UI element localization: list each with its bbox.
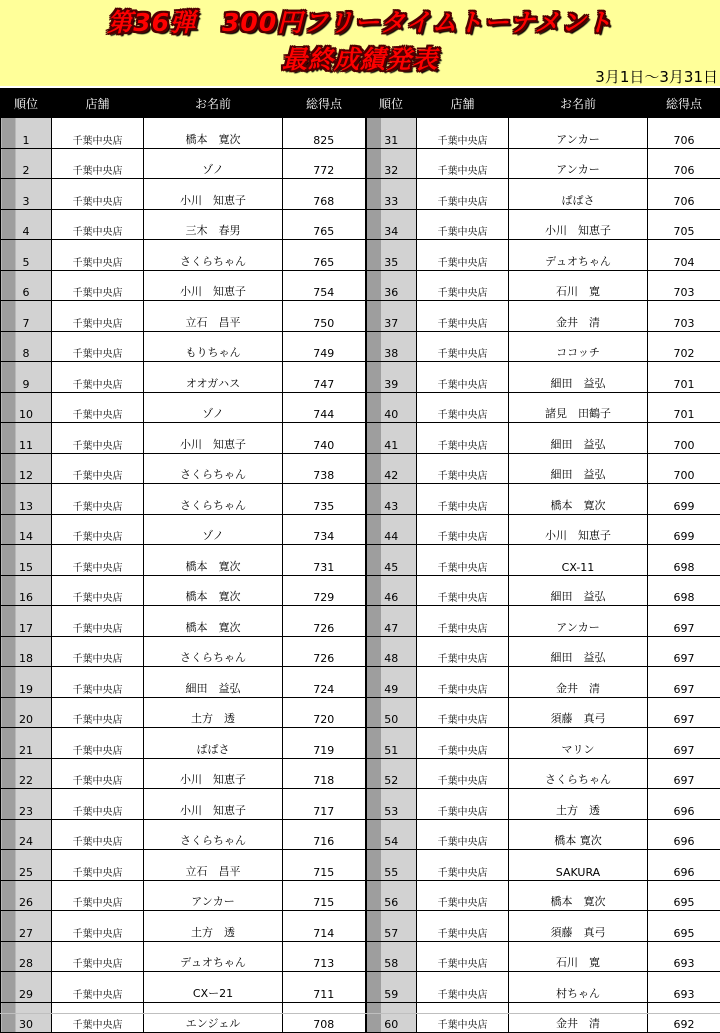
table-header-row <box>1 89 720 118</box>
table-row <box>1 179 720 210</box>
score-cell: 693 <box>648 972 720 1003</box>
rank-cell: 23 <box>1 789 52 820</box>
score-cell: 698 <box>648 575 720 606</box>
rank-cell: 6 <box>1 270 52 301</box>
rank-cell: 59 <box>366 972 417 1003</box>
name-cell: 小川 知恵子 <box>144 179 283 210</box>
rank-cell: 11 <box>1 423 52 454</box>
title-banner <box>0 0 720 86</box>
score-cell: 705 <box>648 209 720 240</box>
table-row <box>1 514 720 545</box>
rank-cell: 44 <box>366 514 417 545</box>
store-cell: 千葉中央店 <box>52 636 144 667</box>
store-cell: 千葉中央店 <box>52 850 144 881</box>
name-cell: オオガハス <box>144 362 283 393</box>
table-row <box>1 148 720 179</box>
store-cell: 千葉中央店 <box>52 240 144 271</box>
table-row <box>1 545 720 576</box>
name-cell: 橋本 寛次 <box>144 118 283 149</box>
score-cell: 735 <box>283 484 366 515</box>
name-cell: 諸見 田鶴子 <box>509 392 648 423</box>
rank-cell: 16 <box>1 575 52 606</box>
name-cell: 橋本 寛次 <box>509 819 648 850</box>
header-score-right: 総得点 <box>648 89 720 118</box>
name-cell: 細田 益弘 <box>509 575 648 606</box>
sheet-bottom-edge <box>0 1013 720 1025</box>
header-score: 総得点 <box>283 89 366 118</box>
table-row <box>1 331 720 362</box>
table-row <box>1 636 720 667</box>
score-cell: 713 <box>283 941 366 972</box>
score-cell: 754 <box>283 270 366 301</box>
score-cell: 706 <box>648 118 720 149</box>
name-cell: ゾノ <box>144 148 283 179</box>
score-cell: 747 <box>283 362 366 393</box>
rank-cell: 29 <box>1 972 52 1003</box>
rank-cell: 48 <box>366 636 417 667</box>
date-range: 3月1日～3月31日 <box>595 66 718 87</box>
store-cell: 千葉中央店 <box>417 545 509 576</box>
name-cell: 土方 透 <box>509 789 648 820</box>
table-row <box>1 575 720 606</box>
store-cell: 千葉中央店 <box>417 301 509 332</box>
rank-cell: 51 <box>366 728 417 759</box>
table-row <box>1 880 720 911</box>
rank-cell: 31 <box>366 118 417 149</box>
header-store: 店舗 <box>52 89 144 118</box>
score-cell: 697 <box>648 636 720 667</box>
page-subtitle: 最終成績発表 <box>0 45 720 75</box>
rank-cell: 47 <box>366 606 417 637</box>
table-row <box>1 392 720 423</box>
score-cell: 696 <box>648 819 720 850</box>
store-cell: 千葉中央店 <box>417 819 509 850</box>
score-cell: 738 <box>283 453 366 484</box>
rank-cell: 49 <box>366 667 417 698</box>
store-cell: 千葉中央店 <box>417 636 509 667</box>
store-cell: 千葉中央店 <box>417 850 509 881</box>
store-cell: 千葉中央店 <box>417 911 509 942</box>
name-cell: ぱぱさ <box>144 728 283 759</box>
store-cell: 千葉中央店 <box>52 880 144 911</box>
store-cell: 千葉中央店 <box>417 118 509 149</box>
store-cell: 千葉中央店 <box>52 301 144 332</box>
rank-cell: 42 <box>366 453 417 484</box>
name-cell: デュオちゃん <box>144 941 283 972</box>
score-cell: 729 <box>283 575 366 606</box>
rank-cell: 55 <box>366 850 417 881</box>
name-cell: 小川 知恵子 <box>144 758 283 789</box>
rank-cell: 60 <box>366 1002 417 1033</box>
name-cell: 細田 益弘 <box>509 453 648 484</box>
store-cell: 千葉中央店 <box>417 209 509 240</box>
store-cell: 千葉中央店 <box>52 606 144 637</box>
score-cell: 706 <box>648 148 720 179</box>
table-row <box>1 118 720 149</box>
name-cell: さくらちゃん <box>144 240 283 271</box>
store-cell: 千葉中央店 <box>52 148 144 179</box>
name-cell: 小川 知恵子 <box>144 789 283 820</box>
table-row <box>1 697 720 728</box>
store-cell: 千葉中央店 <box>52 179 144 210</box>
score-cell: 711 <box>283 972 366 1003</box>
name-cell: アンカー <box>509 606 648 637</box>
table-row <box>1 789 720 820</box>
score-cell: 701 <box>648 362 720 393</box>
score-cell: 718 <box>283 758 366 789</box>
header-store-right: 店舗 <box>417 89 509 118</box>
rank-cell: 10 <box>1 392 52 423</box>
score-cell: 716 <box>283 819 366 850</box>
table-row <box>1 758 720 789</box>
store-cell: 千葉中央店 <box>417 392 509 423</box>
score-cell: 734 <box>283 514 366 545</box>
store-cell: 千葉中央店 <box>417 484 509 515</box>
rank-cell: 41 <box>366 423 417 454</box>
store-cell: 千葉中央店 <box>52 514 144 545</box>
score-cell: 697 <box>648 728 720 759</box>
name-cell: ココッチ <box>509 331 648 362</box>
rank-cell: 58 <box>366 941 417 972</box>
rank-cell: 14 <box>1 514 52 545</box>
store-cell: 千葉中央店 <box>52 728 144 759</box>
rank-cell: 37 <box>366 301 417 332</box>
store-cell: 千葉中央店 <box>417 270 509 301</box>
name-cell: 細田 益弘 <box>509 636 648 667</box>
name-cell: エンジェル <box>144 1002 283 1033</box>
table-row <box>1 728 720 759</box>
store-cell: 千葉中央店 <box>52 392 144 423</box>
store-cell: 千葉中央店 <box>417 423 509 454</box>
rank-cell: 27 <box>1 911 52 942</box>
score-cell: 701 <box>648 392 720 423</box>
score-cell: 695 <box>648 880 720 911</box>
rank-cell: 9 <box>1 362 52 393</box>
score-cell: 703 <box>648 270 720 301</box>
name-cell: 小川 知恵子 <box>509 209 648 240</box>
score-cell: 699 <box>648 484 720 515</box>
store-cell: 千葉中央店 <box>417 789 509 820</box>
table-row <box>1 819 720 850</box>
table-row <box>1 972 720 1003</box>
name-cell: ゾノ <box>144 392 283 423</box>
name-cell: 橋本 寛次 <box>144 575 283 606</box>
rank-cell: 26 <box>1 880 52 911</box>
score-cell: 697 <box>648 697 720 728</box>
rank-cell: 45 <box>366 545 417 576</box>
name-cell: アンカー <box>144 880 283 911</box>
rank-cell: 30 <box>1 1002 52 1033</box>
score-cell: 744 <box>283 392 366 423</box>
store-cell: 千葉中央店 <box>52 453 144 484</box>
store-cell: 千葉中央店 <box>417 362 509 393</box>
table-row <box>1 850 720 881</box>
table-row <box>1 209 720 240</box>
name-cell: 立石 昌平 <box>144 301 283 332</box>
name-cell: 細田 益弘 <box>144 667 283 698</box>
table-row <box>1 301 720 332</box>
score-cell: 740 <box>283 423 366 454</box>
score-cell: 697 <box>648 758 720 789</box>
score-cell: 692 <box>648 1002 720 1033</box>
store-cell: 千葉中央店 <box>417 606 509 637</box>
store-cell: 千葉中央店 <box>52 697 144 728</box>
table-row <box>1 911 720 942</box>
rank-cell: 35 <box>366 240 417 271</box>
score-cell: 749 <box>283 331 366 362</box>
score-cell: 765 <box>283 209 366 240</box>
name-cell: アンカー <box>509 148 648 179</box>
name-cell: CXー21 <box>144 972 283 1003</box>
name-cell: 橋本 寛次 <box>509 880 648 911</box>
score-cell: 715 <box>283 850 366 881</box>
name-cell: 須藤 真弓 <box>509 911 648 942</box>
name-cell: さくらちゃん <box>144 453 283 484</box>
store-cell: 千葉中央店 <box>52 209 144 240</box>
table-row <box>1 270 720 301</box>
rank-cell: 5 <box>1 240 52 271</box>
name-cell: 小川 知恵子 <box>144 270 283 301</box>
rank-cell: 46 <box>366 575 417 606</box>
table-row <box>1 453 720 484</box>
name-cell: マリン <box>509 728 648 759</box>
score-cell: 715 <box>283 880 366 911</box>
rank-cell: 40 <box>366 392 417 423</box>
name-cell: 金井 清 <box>509 1002 648 1033</box>
name-cell: デュオちゃん <box>509 240 648 271</box>
score-cell: 697 <box>648 667 720 698</box>
score-cell: 695 <box>648 911 720 942</box>
store-cell: 千葉中央店 <box>52 575 144 606</box>
rank-cell: 33 <box>366 179 417 210</box>
score-cell: 696 <box>648 789 720 820</box>
rank-cell: 18 <box>1 636 52 667</box>
name-cell: 立石 昌平 <box>144 850 283 881</box>
name-cell: CX-11 <box>509 545 648 576</box>
name-cell: 金井 清 <box>509 301 648 332</box>
score-cell: 750 <box>283 301 366 332</box>
score-cell: 700 <box>648 453 720 484</box>
rank-cell: 7 <box>1 301 52 332</box>
rank-cell: 3 <box>1 179 52 210</box>
name-cell: アンカー <box>509 118 648 149</box>
store-cell: 千葉中央店 <box>52 758 144 789</box>
name-cell: 橋本 寛次 <box>144 545 283 576</box>
score-cell: 699 <box>648 514 720 545</box>
rank-cell: 12 <box>1 453 52 484</box>
store-cell: 千葉中央店 <box>52 667 144 698</box>
rank-cell: 17 <box>1 606 52 637</box>
score-cell: 825 <box>283 118 366 149</box>
score-cell: 768 <box>283 179 366 210</box>
store-cell: 千葉中央店 <box>52 423 144 454</box>
rank-cell: 57 <box>366 911 417 942</box>
name-cell: 石川 寛 <box>509 941 648 972</box>
score-cell: 714 <box>283 911 366 942</box>
store-cell: 千葉中央店 <box>52 545 144 576</box>
rank-cell: 1 <box>1 118 52 149</box>
name-cell: 金井 清 <box>509 667 648 698</box>
score-cell: 731 <box>283 545 366 576</box>
store-cell: 千葉中央店 <box>417 728 509 759</box>
rank-cell: 52 <box>366 758 417 789</box>
score-cell: 702 <box>648 331 720 362</box>
name-cell: 三木 春男 <box>144 209 283 240</box>
store-cell: 千葉中央店 <box>417 758 509 789</box>
name-cell: 橋本 寛次 <box>144 606 283 637</box>
table-row <box>1 423 720 454</box>
name-cell: 小川 知恵子 <box>144 423 283 454</box>
store-cell: 千葉中央店 <box>52 941 144 972</box>
rank-cell: 53 <box>366 789 417 820</box>
rank-cell: 34 <box>366 209 417 240</box>
table-row <box>1 484 720 515</box>
rank-cell: 13 <box>1 484 52 515</box>
rank-cell: 2 <box>1 148 52 179</box>
store-cell: 千葉中央店 <box>52 118 144 149</box>
score-cell: 772 <box>283 148 366 179</box>
store-cell: 千葉中央店 <box>52 270 144 301</box>
store-cell: 千葉中央店 <box>417 240 509 271</box>
rank-cell: 39 <box>366 362 417 393</box>
store-cell: 千葉中央店 <box>417 1002 509 1033</box>
score-cell: 726 <box>283 606 366 637</box>
store-cell: 千葉中央店 <box>417 331 509 362</box>
store-cell: 千葉中央店 <box>417 514 509 545</box>
name-cell: ぱぱさ <box>509 179 648 210</box>
rank-cell: 54 <box>366 819 417 850</box>
table-row <box>1 941 720 972</box>
name-cell: ゾノ <box>144 514 283 545</box>
store-cell: 千葉中央店 <box>417 941 509 972</box>
store-cell: 千葉中央店 <box>417 697 509 728</box>
rank-cell: 15 <box>1 545 52 576</box>
score-cell: 708 <box>283 1002 366 1033</box>
store-cell: 千葉中央店 <box>417 453 509 484</box>
score-cell: 696 <box>648 850 720 881</box>
name-cell: もりちゃん <box>144 331 283 362</box>
table-row <box>1 667 720 698</box>
store-cell: 千葉中央店 <box>417 880 509 911</box>
store-cell: 千葉中央店 <box>52 362 144 393</box>
rank-cell: 22 <box>1 758 52 789</box>
header-name: お名前 <box>144 89 283 118</box>
ranking-body <box>1 118 720 1033</box>
name-cell: 土方 透 <box>144 697 283 728</box>
name-cell: 細田 益弘 <box>509 362 648 393</box>
rank-cell: 50 <box>366 697 417 728</box>
table-row <box>1 362 720 393</box>
store-cell: 千葉中央店 <box>417 667 509 698</box>
rank-cell: 43 <box>366 484 417 515</box>
name-cell: 小川 知恵子 <box>509 514 648 545</box>
name-cell: 土方 透 <box>144 911 283 942</box>
table-row <box>1 240 720 271</box>
table-row <box>1 606 720 637</box>
score-cell: 724 <box>283 667 366 698</box>
score-cell: 706 <box>648 179 720 210</box>
score-cell: 703 <box>648 301 720 332</box>
store-cell: 千葉中央店 <box>417 972 509 1003</box>
name-cell: さくらちゃん <box>509 758 648 789</box>
store-cell: 千葉中央店 <box>52 972 144 1003</box>
score-cell: 717 <box>283 789 366 820</box>
page-title: 第36弾 300円フリータイムトーナメント <box>0 8 720 38</box>
name-cell: さくらちゃん <box>144 636 283 667</box>
rank-cell: 24 <box>1 819 52 850</box>
store-cell: 千葉中央店 <box>417 179 509 210</box>
store-cell: 千葉中央店 <box>52 484 144 515</box>
store-cell: 千葉中央店 <box>52 789 144 820</box>
rank-cell: 28 <box>1 941 52 972</box>
store-cell: 千葉中央店 <box>52 331 144 362</box>
header-rank: 順位 <box>1 89 52 118</box>
name-cell: 橋本 寛次 <box>509 484 648 515</box>
score-cell: 698 <box>648 545 720 576</box>
rank-cell: 4 <box>1 209 52 240</box>
score-cell: 720 <box>283 697 366 728</box>
rank-cell: 20 <box>1 697 52 728</box>
name-cell: 村ちゃん <box>509 972 648 1003</box>
header-rank-right: 順位 <box>366 89 417 118</box>
score-cell: 700 <box>648 423 720 454</box>
rank-cell: 21 <box>1 728 52 759</box>
name-cell: 石川 寛 <box>509 270 648 301</box>
store-cell: 千葉中央店 <box>52 911 144 942</box>
score-cell: 765 <box>283 240 366 271</box>
rank-cell: 8 <box>1 331 52 362</box>
score-cell: 726 <box>283 636 366 667</box>
name-cell: 須藤 真弓 <box>509 697 648 728</box>
rank-cell: 19 <box>1 667 52 698</box>
store-cell: 千葉中央店 <box>52 819 144 850</box>
rank-cell: 38 <box>366 331 417 362</box>
name-cell: 細田 益弘 <box>509 423 648 454</box>
rank-cell: 36 <box>366 270 417 301</box>
ranking-table <box>0 88 720 1033</box>
store-cell: 千葉中央店 <box>417 148 509 179</box>
name-cell: さくらちゃん <box>144 819 283 850</box>
name-cell: SAKURA <box>509 850 648 881</box>
score-cell: 719 <box>283 728 366 759</box>
name-cell: さくらちゃん <box>144 484 283 515</box>
score-cell: 693 <box>648 941 720 972</box>
rank-cell: 25 <box>1 850 52 881</box>
store-cell: 千葉中央店 <box>52 1002 144 1033</box>
score-cell: 697 <box>648 606 720 637</box>
rank-cell: 32 <box>366 148 417 179</box>
rank-cell: 56 <box>366 880 417 911</box>
score-cell: 704 <box>648 240 720 271</box>
header-name-right: お名前 <box>509 89 648 118</box>
store-cell: 千葉中央店 <box>417 575 509 606</box>
